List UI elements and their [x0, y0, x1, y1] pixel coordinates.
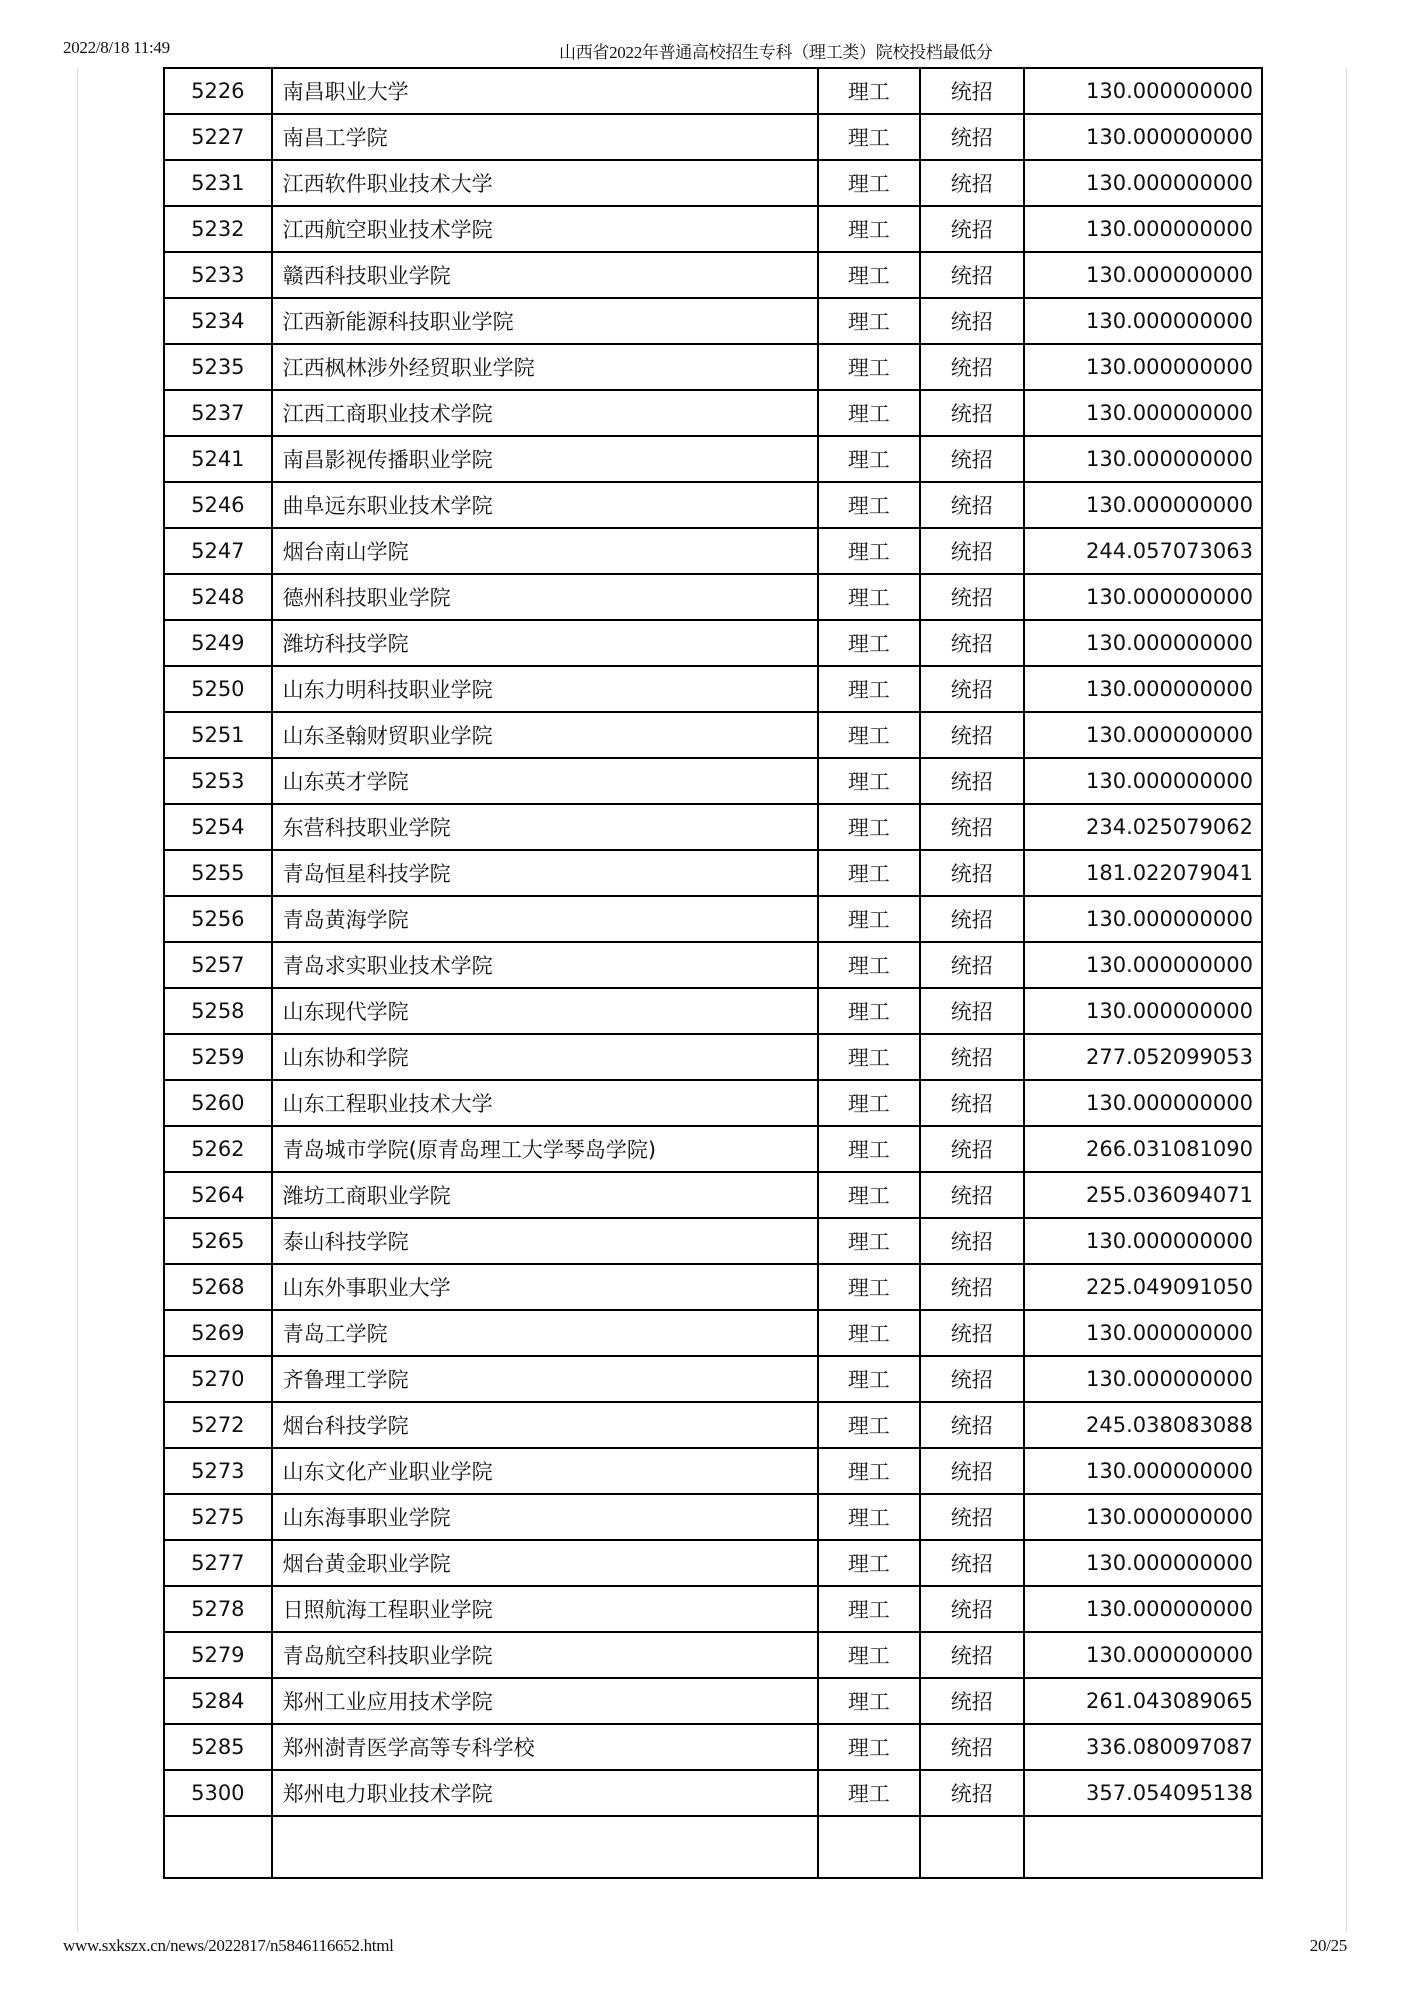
admission-type-cell: 统招: [920, 1448, 1023, 1494]
min-score-cell: 130.000000000: [1024, 988, 1262, 1034]
table-row: [164, 206, 1262, 252]
table-row: [164, 988, 1262, 1034]
school-code-cell: 5233: [164, 252, 272, 298]
table-row: [164, 528, 1262, 574]
category-cell: 理工: [818, 804, 921, 850]
table-row: [164, 1678, 1262, 1724]
empty-cell: [920, 1816, 1023, 1878]
min-score-cell: 130.000000000: [1024, 1540, 1262, 1586]
category-cell: 理工: [818, 1678, 921, 1724]
school-name-cell: 江西航空职业技术学院: [272, 206, 818, 252]
min-score-cell: 130.000000000: [1024, 298, 1262, 344]
min-score-cell: 130.000000000: [1024, 1218, 1262, 1264]
admission-type-cell: 统招: [920, 804, 1023, 850]
table-row: [164, 1586, 1262, 1632]
school-code-cell: 5249: [164, 620, 272, 666]
school-name-cell: 郑州澍青医学高等专科学校: [272, 1724, 818, 1770]
category-cell: 理工: [818, 1494, 921, 1540]
school-name-cell: 江西工商职业技术学院: [272, 390, 818, 436]
min-score-cell: 130.000000000: [1024, 1080, 1262, 1126]
admission-type-cell: 统招: [920, 1724, 1023, 1770]
table-row: [164, 712, 1262, 758]
min-score-cell: 244.057073063: [1024, 528, 1262, 574]
table-row: [164, 1448, 1262, 1494]
category-cell: 理工: [818, 896, 921, 942]
school-code-cell: 5256: [164, 896, 272, 942]
min-score-cell: 130.000000000: [1024, 390, 1262, 436]
school-code-cell: 5264: [164, 1172, 272, 1218]
min-score-cell: 277.052099053: [1024, 1034, 1262, 1080]
empty-cell: [1024, 1816, 1262, 1878]
table-row: [164, 1770, 1262, 1816]
school-code-cell: 5254: [164, 804, 272, 850]
min-score-cell: 225.049091050: [1024, 1264, 1262, 1310]
table-row: [164, 1632, 1262, 1678]
school-code-cell: 5265: [164, 1218, 272, 1264]
admission-type-cell: 统招: [920, 206, 1023, 252]
min-score-cell: 130.000000000: [1024, 1632, 1262, 1678]
school-code-cell: 5273: [164, 1448, 272, 1494]
admission-type-cell: 统招: [920, 1586, 1023, 1632]
min-score-cell: 130.000000000: [1024, 114, 1262, 160]
school-name-cell: 青岛工学院: [272, 1310, 818, 1356]
category-cell: 理工: [818, 390, 921, 436]
school-code-cell: 5272: [164, 1402, 272, 1448]
table-row: [164, 1172, 1262, 1218]
school-name-cell: 青岛黄海学院: [272, 896, 818, 942]
school-code-cell: 5257: [164, 942, 272, 988]
table-row: [164, 574, 1262, 620]
admission-score-table: [163, 67, 1263, 1879]
school-name-cell: 南昌影视传播职业学院: [272, 436, 818, 482]
school-name-cell: 江西枫林涉外经贸职业学院: [272, 344, 818, 390]
admission-type-cell: 统招: [920, 252, 1023, 298]
table-row: [164, 1218, 1262, 1264]
admission-type-cell: 统招: [920, 1310, 1023, 1356]
admission-type-cell: 统招: [920, 666, 1023, 712]
admission-type-cell: 统招: [920, 1632, 1023, 1678]
min-score-cell: 130.000000000: [1024, 1448, 1262, 1494]
category-cell: 理工: [818, 1310, 921, 1356]
min-score-cell: 130.000000000: [1024, 758, 1262, 804]
min-score-cell: 357.054095138: [1024, 1770, 1262, 1816]
category-cell: 理工: [818, 574, 921, 620]
admission-type-cell: 统招: [920, 1172, 1023, 1218]
school-code-cell: 5226: [164, 68, 272, 114]
category-cell: 理工: [818, 298, 921, 344]
table-row-empty: [164, 1816, 1262, 1878]
school-name-cell: 山东外事职业大学: [272, 1264, 818, 1310]
school-code-cell: 5258: [164, 988, 272, 1034]
school-name-cell: 日照航海工程职业学院: [272, 1586, 818, 1632]
table-row: [164, 1080, 1262, 1126]
table-row: [164, 436, 1262, 482]
school-code-cell: 5255: [164, 850, 272, 896]
school-name-cell: 山东英才学院: [272, 758, 818, 804]
school-name-cell: 潍坊科技学院: [272, 620, 818, 666]
admission-type-cell: 统招: [920, 1264, 1023, 1310]
footer-url: www.sxkszx.cn/news/2022817/n5846116652.html: [63, 1936, 394, 1955]
school-name-cell: 山东海事职业学院: [272, 1494, 818, 1540]
admission-type-cell: 统招: [920, 574, 1023, 620]
school-code-cell: 5279: [164, 1632, 272, 1678]
school-code-cell: 5227: [164, 114, 272, 160]
school-name-cell: 郑州工业应用技术学院: [272, 1678, 818, 1724]
category-cell: 理工: [818, 68, 921, 114]
table-row: [164, 68, 1262, 114]
admission-type-cell: 统招: [920, 68, 1023, 114]
school-code-cell: 5284: [164, 1678, 272, 1724]
school-name-cell: 江西软件职业技术大学: [272, 160, 818, 206]
min-score-cell: 130.000000000: [1024, 344, 1262, 390]
table-row: [164, 390, 1262, 436]
school-name-cell: 东营科技职业学院: [272, 804, 818, 850]
admission-type-cell: 统招: [920, 896, 1023, 942]
school-code-cell: 5259: [164, 1034, 272, 1080]
school-code-cell: 5235: [164, 344, 272, 390]
school-name-cell: 齐鲁理工学院: [272, 1356, 818, 1402]
min-score-cell: 181.022079041: [1024, 850, 1262, 896]
table-row: [164, 1034, 1262, 1080]
school-code-cell: 5237: [164, 390, 272, 436]
min-score-cell: 130.000000000: [1024, 1310, 1262, 1356]
min-score-cell: 130.000000000: [1024, 896, 1262, 942]
school-name-cell: 赣西科技职业学院: [272, 252, 818, 298]
school-name-cell: 青岛航空科技职业学院: [272, 1632, 818, 1678]
admission-type-cell: 统招: [920, 1770, 1023, 1816]
admission-type-cell: 统招: [920, 712, 1023, 758]
table-row: [164, 1126, 1262, 1172]
min-score-cell: 130.000000000: [1024, 160, 1262, 206]
min-score-cell: 130.000000000: [1024, 206, 1262, 252]
school-name-cell: 山东现代学院: [272, 988, 818, 1034]
admission-type-cell: 统招: [920, 620, 1023, 666]
table-row: [164, 1402, 1262, 1448]
table-row: [164, 1494, 1262, 1540]
table-row: [164, 850, 1262, 896]
table-row: [164, 114, 1262, 160]
category-cell: 理工: [818, 436, 921, 482]
school-name-cell: 江西新能源科技职业学院: [272, 298, 818, 344]
school-name-cell: 青岛恒星科技学院: [272, 850, 818, 896]
min-score-cell: 130.000000000: [1024, 436, 1262, 482]
school-name-cell: 山东文化产业职业学院: [272, 1448, 818, 1494]
school-code-cell: 5234: [164, 298, 272, 344]
school-code-cell: 5300: [164, 1770, 272, 1816]
admission-type-cell: 统招: [920, 758, 1023, 804]
table-row: [164, 942, 1262, 988]
admission-type-cell: 统招: [920, 528, 1023, 574]
school-name-cell: 山东力明科技职业学院: [272, 666, 818, 712]
empty-cell: [272, 1816, 818, 1878]
table-row: [164, 666, 1262, 712]
admission-type-cell: 统招: [920, 988, 1023, 1034]
admission-type-cell: 统招: [920, 482, 1023, 528]
category-cell: 理工: [818, 620, 921, 666]
admission-type-cell: 统招: [920, 344, 1023, 390]
school-code-cell: 5241: [164, 436, 272, 482]
school-name-cell: 南昌职业大学: [272, 68, 818, 114]
table-row: [164, 758, 1262, 804]
category-cell: 理工: [818, 942, 921, 988]
min-score-cell: 130.000000000: [1024, 666, 1262, 712]
min-score-cell: 130.000000000: [1024, 68, 1262, 114]
school-code-cell: 5232: [164, 206, 272, 252]
category-cell: 理工: [818, 758, 921, 804]
school-name-cell: 德州科技职业学院: [272, 574, 818, 620]
category-cell: 理工: [818, 1724, 921, 1770]
category-cell: 理工: [818, 528, 921, 574]
school-code-cell: 5253: [164, 758, 272, 804]
table-row: [164, 298, 1262, 344]
min-score-cell: 255.036094071: [1024, 1172, 1262, 1218]
category-cell: 理工: [818, 1402, 921, 1448]
school-code-cell: 5231: [164, 160, 272, 206]
table-row: [164, 1540, 1262, 1586]
category-cell: 理工: [818, 1126, 921, 1172]
category-cell: 理工: [818, 1172, 921, 1218]
page-number: 20/25: [1309, 1936, 1347, 1955]
school-code-cell: 5268: [164, 1264, 272, 1310]
school-code-cell: 5246: [164, 482, 272, 528]
school-name-cell: 郑州电力职业技术学院: [272, 1770, 818, 1816]
admission-type-cell: 统招: [920, 1494, 1023, 1540]
print-datetime: 2022/8/18 11:49: [63, 38, 170, 57]
min-score-cell: 266.031081090: [1024, 1126, 1262, 1172]
category-cell: 理工: [818, 1632, 921, 1678]
category-cell: 理工: [818, 1218, 921, 1264]
category-cell: 理工: [818, 1586, 921, 1632]
table-row: [164, 1724, 1262, 1770]
category-cell: 理工: [818, 1540, 921, 1586]
empty-cell: [164, 1816, 272, 1878]
table-row: [164, 896, 1262, 942]
admission-type-cell: 统招: [920, 1034, 1023, 1080]
min-score-cell: 130.000000000: [1024, 574, 1262, 620]
admission-type-cell: 统招: [920, 1402, 1023, 1448]
min-score-cell: 234.025079062: [1024, 804, 1262, 850]
school-code-cell: 5275: [164, 1494, 272, 1540]
table-body: [164, 68, 1262, 1878]
school-code-cell: 5270: [164, 1356, 272, 1402]
min-score-cell: 245.038083088: [1024, 1402, 1262, 1448]
table-row: [164, 252, 1262, 298]
category-cell: 理工: [818, 482, 921, 528]
table-row: [164, 804, 1262, 850]
table-row: [164, 620, 1262, 666]
school-code-cell: 5285: [164, 1724, 272, 1770]
min-score-cell: 130.000000000: [1024, 482, 1262, 528]
school-name-cell: 烟台黄金职业学院: [272, 1540, 818, 1586]
admission-type-cell: 统招: [920, 436, 1023, 482]
category-cell: 理工: [818, 252, 921, 298]
category-cell: 理工: [818, 666, 921, 712]
min-score-cell: 130.000000000: [1024, 712, 1262, 758]
admission-type-cell: 统招: [920, 1540, 1023, 1586]
empty-cell: [818, 1816, 921, 1878]
school-name-cell: 烟台南山学院: [272, 528, 818, 574]
min-score-cell: 130.000000000: [1024, 1494, 1262, 1540]
table-row: [164, 160, 1262, 206]
school-name-cell: 烟台科技学院: [272, 1402, 818, 1448]
admission-type-cell: 统招: [920, 1218, 1023, 1264]
school-code-cell: 5278: [164, 1586, 272, 1632]
category-cell: 理工: [818, 206, 921, 252]
table-row: [164, 1264, 1262, 1310]
page-margin-line-left: [77, 68, 78, 1932]
school-name-cell: 青岛城市学院(原青岛理工大学琴岛学院): [272, 1126, 818, 1172]
admission-type-cell: 统招: [920, 298, 1023, 344]
min-score-cell: 130.000000000: [1024, 1586, 1262, 1632]
school-name-cell: 山东工程职业技术大学: [272, 1080, 818, 1126]
school-code-cell: 5251: [164, 712, 272, 758]
min-score-cell: 130.000000000: [1024, 1356, 1262, 1402]
admission-type-cell: 统招: [920, 942, 1023, 988]
category-cell: 理工: [818, 850, 921, 896]
category-cell: 理工: [818, 1034, 921, 1080]
admission-type-cell: 统招: [920, 850, 1023, 896]
school-name-cell: 曲阜远东职业技术学院: [272, 482, 818, 528]
admission-type-cell: 统招: [920, 1678, 1023, 1724]
admission-type-cell: 统招: [920, 1356, 1023, 1402]
school-name-cell: 青岛求实职业技术学院: [272, 942, 818, 988]
admission-score-table-container: [163, 67, 1263, 1932]
admission-type-cell: 统招: [920, 1126, 1023, 1172]
category-cell: 理工: [818, 1080, 921, 1126]
category-cell: 理工: [818, 114, 921, 160]
school-code-cell: 5269: [164, 1310, 272, 1356]
school-code-cell: 5277: [164, 1540, 272, 1586]
category-cell: 理工: [818, 1770, 921, 1816]
school-code-cell: 5250: [164, 666, 272, 712]
school-code-cell: 5262: [164, 1126, 272, 1172]
table-row: [164, 1310, 1262, 1356]
school-name-cell: 潍坊工商职业学院: [272, 1172, 818, 1218]
admission-type-cell: 统招: [920, 390, 1023, 436]
school-code-cell: 5260: [164, 1080, 272, 1126]
admission-type-cell: 统招: [920, 114, 1023, 160]
school-code-cell: 5248: [164, 574, 272, 620]
admission-type-cell: 统招: [920, 160, 1023, 206]
min-score-cell: 130.000000000: [1024, 620, 1262, 666]
category-cell: 理工: [818, 1356, 921, 1402]
page-title: 山西省2022年普通高校招生专科（理工类）院校投档最低分: [559, 43, 993, 62]
admission-type-cell: 统招: [920, 1080, 1023, 1126]
school-code-cell: 5247: [164, 528, 272, 574]
min-score-cell: 336.080097087: [1024, 1724, 1262, 1770]
school-name-cell: 泰山科技学院: [272, 1218, 818, 1264]
school-name-cell: 山东圣翰财贸职业学院: [272, 712, 818, 758]
table-row: [164, 344, 1262, 390]
table-row: [164, 482, 1262, 528]
min-score-cell: 130.000000000: [1024, 252, 1262, 298]
category-cell: 理工: [818, 344, 921, 390]
category-cell: 理工: [818, 1264, 921, 1310]
page-margin-line-right: [1346, 68, 1347, 1932]
school-name-cell: 山东协和学院: [272, 1034, 818, 1080]
school-name-cell: 南昌工学院: [272, 114, 818, 160]
category-cell: 理工: [818, 988, 921, 1034]
min-score-cell: 130.000000000: [1024, 942, 1262, 988]
category-cell: 理工: [818, 1448, 921, 1494]
table-row: [164, 1356, 1262, 1402]
min-score-cell: 261.043089065: [1024, 1678, 1262, 1724]
category-cell: 理工: [818, 160, 921, 206]
category-cell: 理工: [818, 712, 921, 758]
